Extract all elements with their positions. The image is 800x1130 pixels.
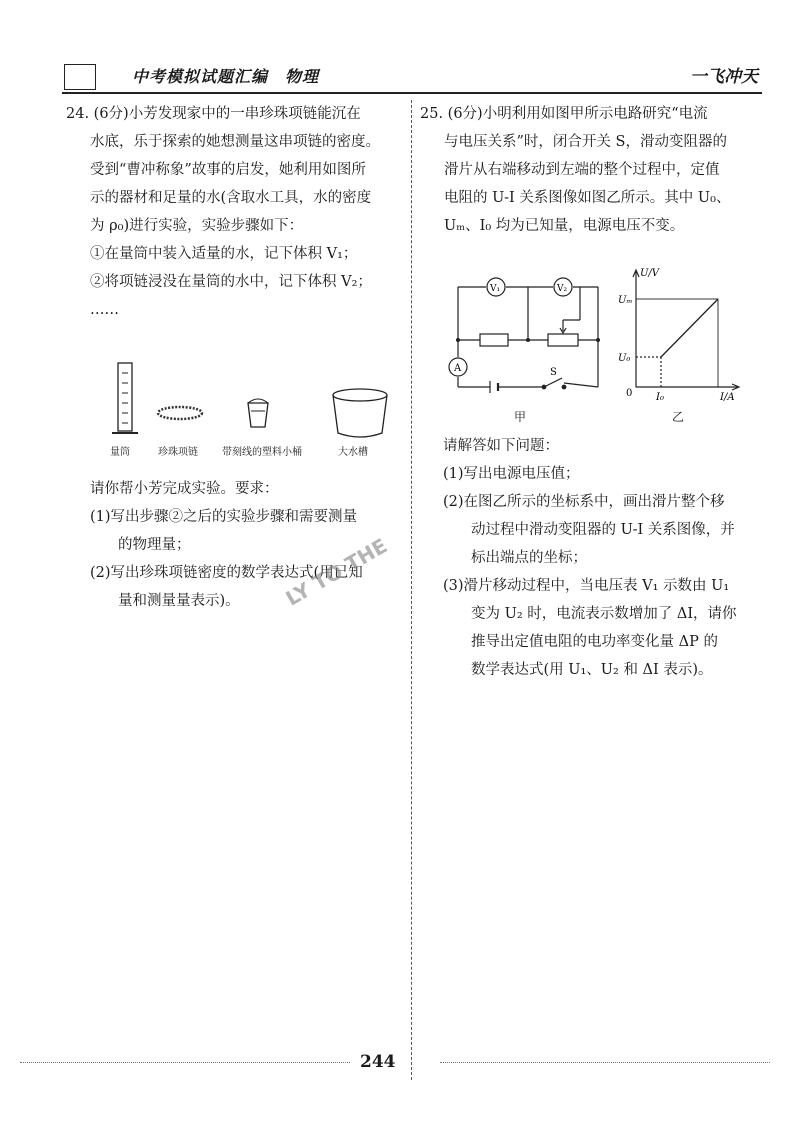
footer-rule-right: [440, 1062, 770, 1064]
y-axis-label: U/V: [640, 268, 660, 279]
q25-line: Uₘ、I₀ 均为已知量，电源电压不变。: [444, 218, 685, 234]
question-25-text: [420, 100, 760, 240]
q24-step: ②将项链浸没在量筒的水中，记下体积 V₂；: [90, 274, 372, 290]
circuit-diagram: [440, 265, 610, 405]
plastic-bucket-icon: [248, 399, 268, 427]
q25-line: 25. (6分)小明利用如图甲所示电路研究“电流: [420, 106, 708, 122]
label-necklace: 珍珠项链: [158, 447, 198, 458]
q24-task-line: 请你帮小芳完成实验。要求：: [90, 481, 279, 497]
q24-task-line: (1)写出步骤②之后的实验步骤和需要测量: [90, 509, 358, 525]
ammeter-label: A: [454, 363, 462, 374]
q25-question-line: 数学表达式(用 U₁、U₂ 和 ΔI 表示)。: [471, 662, 713, 678]
q24-line: 水底，乐于探索的她想测量这串项链的密度。: [90, 134, 380, 150]
q25-question-line: 变为 U₂ 时，电流表示数增加了 ΔI，请你: [471, 606, 737, 622]
question-24-text: [66, 100, 406, 324]
q25-question-line: 标出端点的坐标；: [471, 550, 587, 566]
water-tank-icon: [333, 389, 387, 437]
page-number: 244: [360, 1052, 396, 1072]
q24-task-line: 的物理量；: [118, 537, 191, 553]
q24-line: 受到“曹冲称象”故事的启发，她利用如图所: [90, 162, 366, 178]
q25-question-line: (2)在图乙所示的坐标系中，画出滑片整个移: [443, 494, 725, 510]
q24-line: 24. (6分)小芳发现家中的一串珍珠项链能沉在: [66, 106, 361, 122]
q25-question-line: (3)滑片移动过程中，当电压表 V₁ 示数由 U₁: [443, 578, 730, 594]
q24-line: 示的器材和足量的水(含取水工具，水的密度: [90, 190, 372, 206]
q24-line: 为 ρ₀)进行实验，实验步骤如下：: [90, 218, 304, 234]
label-bucket: 带刻线的塑料小桶: [222, 447, 302, 458]
v2-label: V₂: [557, 284, 568, 294]
header-brand: 一飞冲天: [690, 67, 758, 87]
graduated-cylinder-icon: [112, 363, 138, 433]
q25-question-line: (1)写出电源电压值；: [443, 466, 580, 482]
circuit-caption: 甲: [514, 410, 527, 424]
header-rule: [62, 92, 762, 94]
q24-task-line: (2)写出珍珠项链密度的数学表达式(用已知: [90, 565, 363, 581]
q25-question-line: 动过程中滑动变阻器的 U-I 关系图像，并: [471, 522, 735, 538]
i0-label: I₀: [656, 392, 664, 402]
column-divider: [411, 100, 412, 1080]
q25-line: 滑片从右端移动到左端的整个过程中，定值: [444, 162, 720, 178]
q24-task-line: 量和测量量表示)。: [118, 593, 240, 609]
label-cylinder: 量筒: [110, 447, 130, 458]
question-25-parts: [443, 432, 773, 684]
q25-line: 电阻的 U-I 关系图像如图乙所示。其中 U₀、: [444, 190, 731, 206]
um-label: Uₘ: [618, 295, 633, 306]
v1-label: V₁: [490, 284, 501, 294]
header-title: 中考模拟试题汇编 物理: [132, 67, 320, 86]
series-logo: [64, 64, 96, 90]
q25-question-line: 推导出定值电阻的电功率变化量 ΔP 的: [471, 634, 718, 650]
q24-step: ①在量筒中装入适量的水，记下体积 V₁；: [90, 246, 358, 262]
graph-caption: 乙: [672, 410, 685, 424]
u0-label: U₀: [618, 353, 631, 364]
watermark-text: LY TO THE: [281, 533, 392, 611]
label-tank: 大水槽: [338, 447, 368, 458]
q25-question-line: 请解答如下问题：: [443, 438, 559, 454]
footer-rule-left: [20, 1062, 350, 1064]
ui-graph: [616, 262, 746, 402]
q25-line: 与电压关系”时，闭合开关 S，滑动变阻器的: [444, 134, 727, 150]
pearl-necklace-icon: [158, 407, 202, 419]
x-axis-label: I/A: [720, 392, 735, 402]
origin-label: 0: [626, 388, 633, 399]
switch-label: S: [550, 367, 557, 378]
q24-ellipsis: ……: [90, 302, 119, 318]
